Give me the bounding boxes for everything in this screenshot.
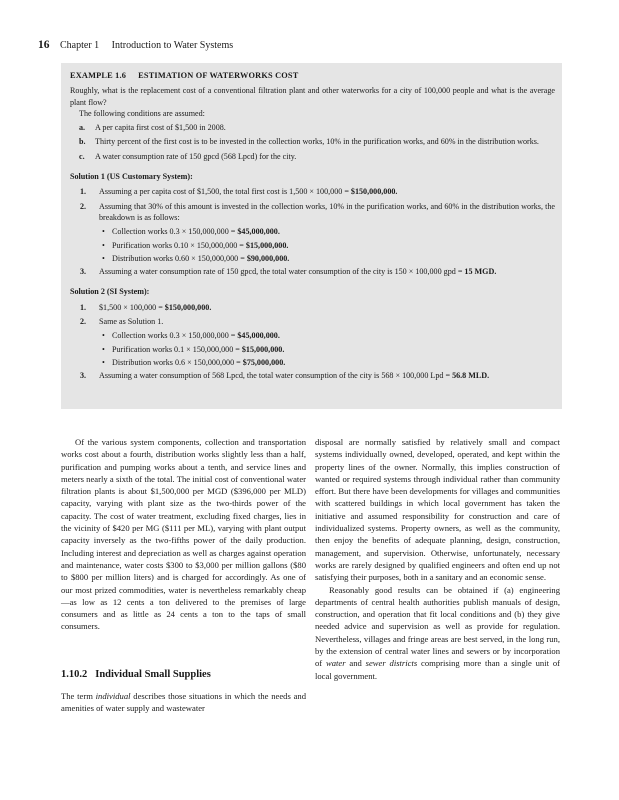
right-column <box>315 436 560 682</box>
section-heading <box>61 669 306 681</box>
chapter-label: Chapter 1 <box>60 40 100 51</box>
left-column <box>61 436 306 715</box>
solution1-step: 2. Assuming that 30% of this amount is invested in the collection works, 10% in the purification works, and 60% in the distribution works, the breakdown is as follows: <box>80 201 555 222</box>
body-paragraph: The term individual describes those situations in which the needs and amenities of water supply and wastewater <box>61 691 306 714</box>
bullet-icon: • <box>102 331 105 341</box>
solution2-bullet: • Distribution works 0.6 × 150,000,000 = $75,000,000. <box>70 357 555 368</box>
example-question: Roughly, what is the replacement cost of a conventional filtration plant and other waterworks for a city of 100,000 people and what is the average plant flow? <box>70 86 555 107</box>
solution2-step: 2. Same as Solution 1. <box>80 317 164 327</box>
condition-item: b. Thirty percent of the first cost is to be invested in the collection works, 10% in the purification works, and 60% in the distribution works. <box>79 137 539 147</box>
bullet-icon: • <box>102 240 105 250</box>
running-header <box>38 39 233 51</box>
solution2-bullet: • Collection works 0.3 × 150,000,000 = $45,000,000. <box>70 330 555 341</box>
example-title: ESTIMATION OF WATERWORKS COST <box>138 71 299 80</box>
condition-item: c. A water consumption rate of 150 gpcd (568 Lpcd) for the city. <box>79 151 297 161</box>
solution1-step: 1. Assuming a per capita cost of $1,500, the total first cost is 1,500 × 100,000 = $150,000,000. <box>80 187 398 197</box>
body-paragraph: disposal are normally satisfied by relatively small and compact systems individually owned, developed, operated, and kept within the property lines of the owner. Normally, this implies construction of wanted or required systems through individual rather than community effort. But there have been developments for villages and communities with scattered buildings in which local government has taken the initiative and assumed responsibility for construction and care of individualized systems. Property owners, as well as the community, then enjoy the benefits of adequate planning, design, construction, management, and supervision. Otherwise, unfortunately, necessary works are rarely designed by qualified engineers and often end up not satisfying their purposes, both in a sanitary and an economic sense. <box>315 437 560 583</box>
solution1-bullet: • Distribution works 0.60 × 150,000,000 = $90,000,000. <box>70 253 555 264</box>
solution2-heading: Solution 2 (SI System): <box>70 287 150 297</box>
solution1-bullet: • Collection works 0.3 × 150,000,000 = $45,000,000. <box>70 226 555 237</box>
bullet-icon: • <box>102 344 105 354</box>
solution2-bullet: • Purification works 0.1 × 150,000,000 = $15,000,000. <box>70 344 555 355</box>
bullet-icon: • <box>102 357 105 367</box>
solution2-step: 1. $1,500 × 100,000 = $150,000,000. <box>80 302 212 312</box>
bullet-icon: • <box>102 227 105 237</box>
section-number: 1.10.2 <box>61 668 88 680</box>
body-paragraph: Of the various system components, collection and transportation works cost about a fourth, distribution works slightly less than a half, purification and pumping works about a tenth, and service lines and meters nearly a sixth of the total. The initial cost of conventional water filtration plants is about $1,500,000 per MGD ($396,000 per MLD) capacity, varying with plant size as the two-thirds power of the capacity. The cost of water treatment, excluding fixed charges, lies in the vicinity of $420 per MG ($111 per ML), varying with plant output capacity inversely as the two-fifths power of the daily production. Including interest and depreciation as well as charges against operation and maintenance, water costs $300 to $3,000 per million gallons ($80 to $800 per million liters) and is charged for accordingly. As one of our most prized commodities, water is nevertheless remarkably cheap—as low as 12 cents a ton delivered to the premises of large consumers and as little as 24 cents a ton to the taps of small consumers. <box>61 437 306 632</box>
page-number: 16 <box>38 39 50 51</box>
solution1-heading: Solution 1 (US Customary System): <box>70 172 193 182</box>
solution2-step: 3. Assuming a water consumption of 568 Lpcd, the total water consumption of the city is 568 × 100,000 Lpd = 56.8 MLD. <box>80 371 490 381</box>
body-paragraph: Reasonably good results can be obtained if (a) engineering departments of central health authorities publish manuals of design, construction, and operation that fit local conditions and (b) they give needed advice and supervision as well as provide for regulation. Nevertheless, villages and fringe areas are best served, in the long run, by the extension of central water lines and sewers or by incorporation of water and sewer districts comprising more than a single unit of local government. <box>315 584 560 681</box>
chapter-title: Introduction to Water Systems <box>111 40 234 51</box>
bullet-icon: • <box>102 253 105 263</box>
example-box <box>61 63 562 409</box>
condition-item: a. A per capita first cost of $1,500 in 2008. <box>79 123 226 133</box>
solution1-bullet: • Purification works 0.10 × 150,000,000 = $15,000,000. <box>70 240 555 251</box>
solution1-step: 3. Assuming a water consumption rate of 150 gpcd, the total water consumption of the city is 150 × 100,000 gpd = 15 MGD. <box>80 267 497 277</box>
conditions-list <box>70 122 555 162</box>
example-number: EXAMPLE 1.6 <box>70 71 127 80</box>
conditions-intro: The following conditions are assumed: <box>79 108 205 118</box>
example-heading <box>70 70 555 81</box>
section-title: Individual Small Supplies <box>95 668 211 680</box>
